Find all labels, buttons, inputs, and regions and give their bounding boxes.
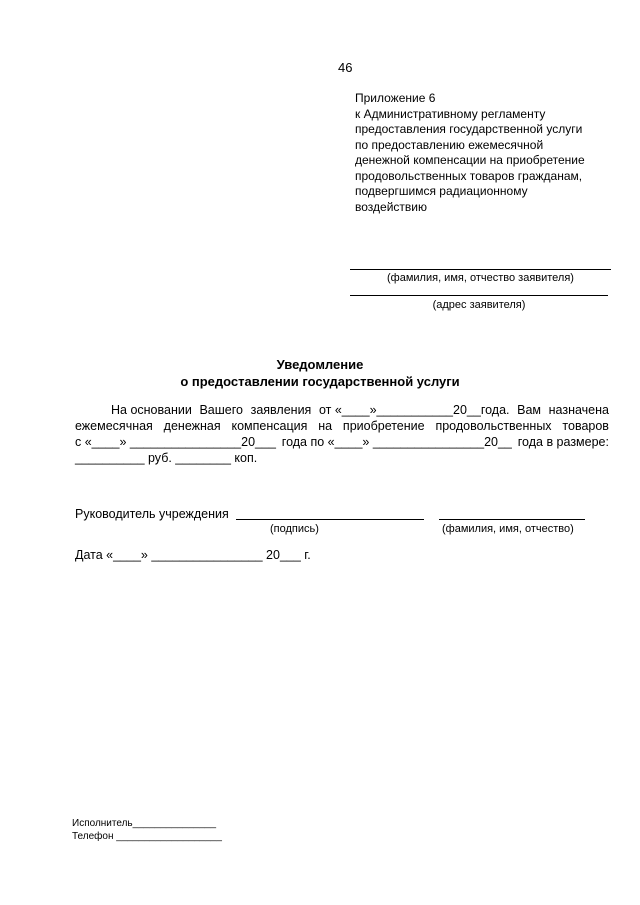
body-line: __________ руб. ________ коп.: [75, 451, 258, 465]
body-line: ежемесячная денежная компенсация на приобретение продовольственных товаров: [75, 419, 609, 433]
applicant-address-caption: (адрес заявителя): [432, 299, 526, 311]
signature-name-caption: (фамилия, имя, отчество): [442, 523, 574, 535]
annex-block: [355, 91, 585, 215]
annex-line: подвергшимся радиационному: [355, 184, 528, 198]
date-line: Дата «____» ________________ 20___ г.: [75, 548, 311, 562]
page-number: 46: [338, 60, 353, 75]
annex-line: предоставления государственной услуги: [355, 122, 583, 136]
notification-body: [75, 402, 609, 466]
annex-line: Приложение 6: [355, 91, 436, 105]
signature-label: Руководитель учреждения: [75, 507, 229, 521]
applicant-name-caption: (фамилия, имя, отчество заявителя): [387, 272, 574, 284]
body-line: На основании Вашего заявления от «____»___________20__года. Вам назначена: [111, 403, 609, 417]
body-line: с «____» ________________20___ года по «____» ________________20__ года в размере:: [75, 435, 609, 449]
executor-line: Исполнитель_______________: [72, 818, 217, 829]
annex-line: к Административному регламенту: [355, 106, 546, 121]
applicant-address-line: [350, 295, 608, 296]
signature-name-line: [439, 519, 585, 520]
document-title: Уведомление: [276, 357, 364, 372]
annex-line: воздействию: [355, 199, 427, 214]
signature-line: [236, 519, 424, 520]
phone-line: Телефон ___________________: [72, 831, 222, 842]
document-subtitle: о предоставлении государственной услуги: [180, 374, 460, 389]
applicant-name-line: [350, 269, 611, 270]
annex-line: продовольственных товаров гражданам,: [355, 168, 583, 183]
annex-line: по предоставлению ежемесячной: [355, 137, 544, 152]
annex-line: денежной компенсации на приобретение: [355, 153, 585, 167]
signature-caption: (подпись): [270, 523, 319, 535]
